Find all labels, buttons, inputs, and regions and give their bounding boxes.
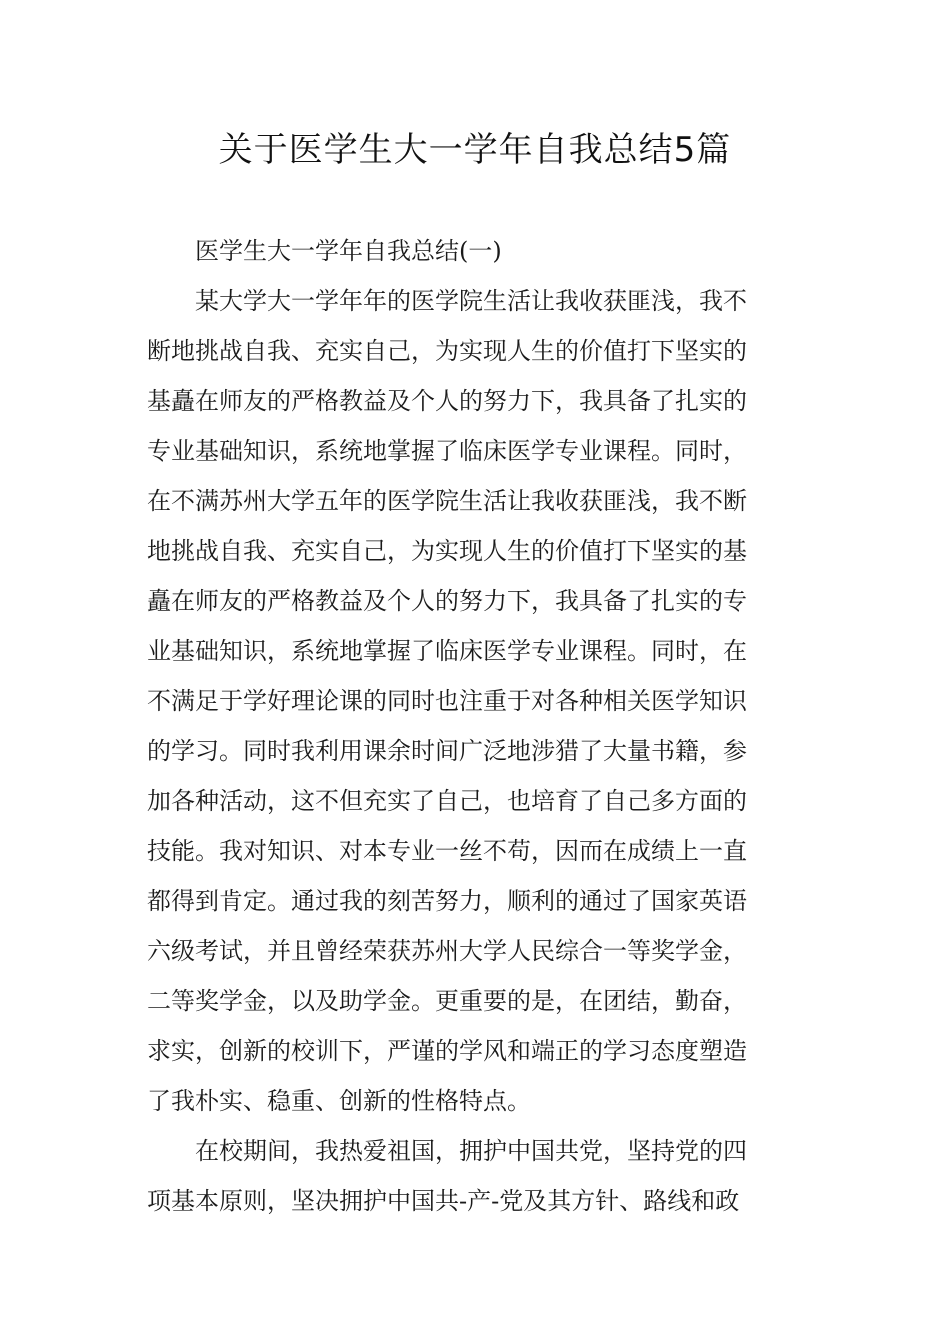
paragraph-line: 业基础知识，系统地掌握了临床医学专业课程。同时，在 bbox=[147, 637, 747, 665]
paragraph-2 bbox=[147, 1126, 809, 1226]
paragraph-line: 的学习。同时我利用课余时间广泛地涉猎了大量书籍，参 bbox=[147, 737, 747, 765]
paragraph-line: 加各种活动，这不但充实了自己，也培育了自己多方面的 bbox=[147, 787, 747, 815]
paragraph-line: 矗在师友的严格教益及个人的努力下，我具备了扎实的专 bbox=[147, 587, 747, 615]
paragraph-line: 技能。我对知识、对本专业一丝不苟，因而在成绩上一直 bbox=[147, 837, 747, 865]
paragraph-line: 在校期间，我热爱祖国，拥护中国共党，坚持党的四 bbox=[195, 1137, 747, 1165]
paragraph-line: 某大学大一学年年的医学院生活让我收获匪浅，我不 bbox=[195, 287, 747, 315]
paragraph-line: 项基本原则，坚决拥护中国共-产-党及其方针、路线和政 bbox=[147, 1187, 740, 1215]
paragraph-line: 六级考试，并且曾经荣获苏州大学人民综合一等奖学金， bbox=[147, 937, 747, 965]
paragraph-line: 求实，创新的校训下，严谨的学风和端正的学习态度塑造 bbox=[147, 1037, 747, 1065]
paragraph-line: 不满足于学好理论课的同时也注重于对各种相关医学知识 bbox=[147, 687, 747, 715]
paragraph-line: 了我朴实、稳重、创新的性格特点。 bbox=[147, 1087, 531, 1115]
paragraph-line: 基矗在师友的严格教益及个人的努力下，我具备了扎实的 bbox=[147, 387, 747, 415]
paragraph-1 bbox=[147, 276, 809, 1126]
paragraph-line: 二等奖学金，以及助学金。更重要的是，在团结，勤奋， bbox=[147, 987, 747, 1015]
document-title: 关于医学生大一学年自我总结5篇 bbox=[218, 130, 732, 170]
paragraph-line: 在不满苏州大学五年的医学院生活让我收获匪浅，我不断 bbox=[147, 487, 747, 515]
paragraph-line: 都得到肯定。通过我的刻苦努力，顺利的通过了国家英语 bbox=[147, 887, 747, 915]
paragraph-line: 专业基础知识，系统地掌握了临床医学专业课程。同时， bbox=[147, 437, 747, 465]
section-heading: 医学生大一学年自我总结(一) bbox=[195, 237, 502, 265]
paragraph-line: 地挑战自我、充实自己，为实现人生的价值打下坚实的基 bbox=[147, 537, 747, 565]
paragraph-line: 断地挑战自我、充实自己，为实现人生的价值打下坚实的 bbox=[147, 337, 747, 365]
document-body bbox=[147, 226, 809, 1226]
